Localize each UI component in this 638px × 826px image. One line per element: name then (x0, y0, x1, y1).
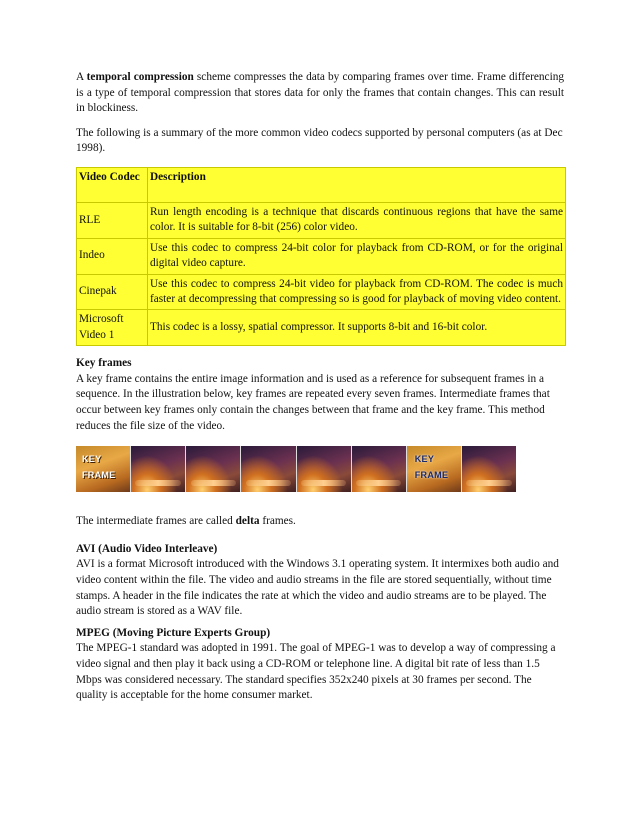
delta-frame-image (240, 446, 295, 492)
avi-paragraph: AVI is a format Microsoft introduced with the Windows 3.1 operating system. It intermixes both audio and video content within the file. The video and audio streams in the file are stored sequentially, without time stamps. A header in the file indicates the rate at which the video and audio streams are to be played. The audio stream is stored as a WAV file. (76, 558, 559, 618)
codec-table-header-row (77, 167, 566, 202)
codec-name: RLE (77, 202, 148, 238)
intro-paragraph (76, 70, 564, 117)
codec-description: This codec is a lossy, spatial compressor. It supports 8-bit and 16-bit color. (148, 310, 566, 346)
document-page (76, 70, 564, 704)
delta-text-start: The intermediate frames are called (76, 515, 236, 528)
key-frame-label: KEY FRAME (82, 454, 116, 480)
codec-description: Run length encoding is a technique that discards continuous regions that have the same color. It is suitable for 8-bit (256) color video. (148, 202, 566, 238)
key-frame-image (76, 446, 130, 492)
mpeg-heading: MPEG (Moving Picture Experts Group) (76, 626, 271, 639)
avi-heading: AVI (Audio Video Interleave) (76, 542, 218, 555)
delta-text-end: frames. (259, 515, 296, 528)
key-frame-image (406, 446, 461, 492)
table-row (77, 238, 566, 274)
table-row (77, 274, 566, 310)
delta-frame-image (351, 446, 406, 492)
delta-frame-image (461, 446, 516, 492)
codec-name: Microsoft Video 1 (77, 310, 148, 346)
codec-name: Cinepak (77, 274, 148, 310)
delta-frame-image (185, 446, 240, 492)
delta-frame-image (296, 446, 351, 492)
codec-name: Indeo (77, 238, 148, 274)
key-frame-filmstrip (76, 446, 516, 492)
delta-frames-sentence (76, 514, 564, 530)
mpeg-paragraph: The MPEG-1 standard was adopted in 1991. The goal of MPEG-1 was to develop a way of compressing a video signal and then play it back using a CD-ROM or telephone line. A digital bit rate of less than 1.5 Mbps was considered necessary. The standard specifies 352x240 pixels at 30 frames per second. The quality is acceptable for the home consumer market. (76, 642, 556, 702)
temporal-compression-term: temporal compression (86, 71, 194, 83)
codec-table (76, 167, 566, 346)
intro-text-start: A (76, 71, 87, 83)
key-frames-heading: Key frames (76, 357, 132, 370)
codec-description: Use this codec to compress 24-bit video for playback from CD-ROM. The codec is much faster at decompressing that compressing so is good for playback of moving video content. (148, 274, 566, 310)
table-row (77, 310, 566, 346)
codec-description: Use this codec to compress 24-bit color for playback from CD-ROM, or for the original digital video capture. (148, 238, 566, 274)
intro-text-rest: scheme compresses the data by comparing frames over time. Frame differencing is a type of temporal compression that stores data for only the frames that contain changes. This can result in blockiness. (76, 71, 564, 115)
codec-header: Video Codec (77, 167, 148, 202)
key-frames-paragraph: A key frame contains the entire image information and is used as a reference for subsequent frames in a sequence. In the illustration below, key frames are repeated every seven frames. Intermediate frames that occur between key frames only contain the changes between that frame and the key frame. This method reduces the file size of the video. (76, 372, 550, 432)
delta-frame-image (130, 446, 185, 492)
table-row (77, 202, 566, 238)
key-frame-label: KEY FRAME (414, 454, 449, 480)
codec-summary-paragraph: The following is a summary of the more common video codecs supported by personal computers (as at Dec 1998). (76, 126, 563, 155)
delta-term: delta (235, 515, 260, 528)
description-header: Description (148, 167, 566, 202)
